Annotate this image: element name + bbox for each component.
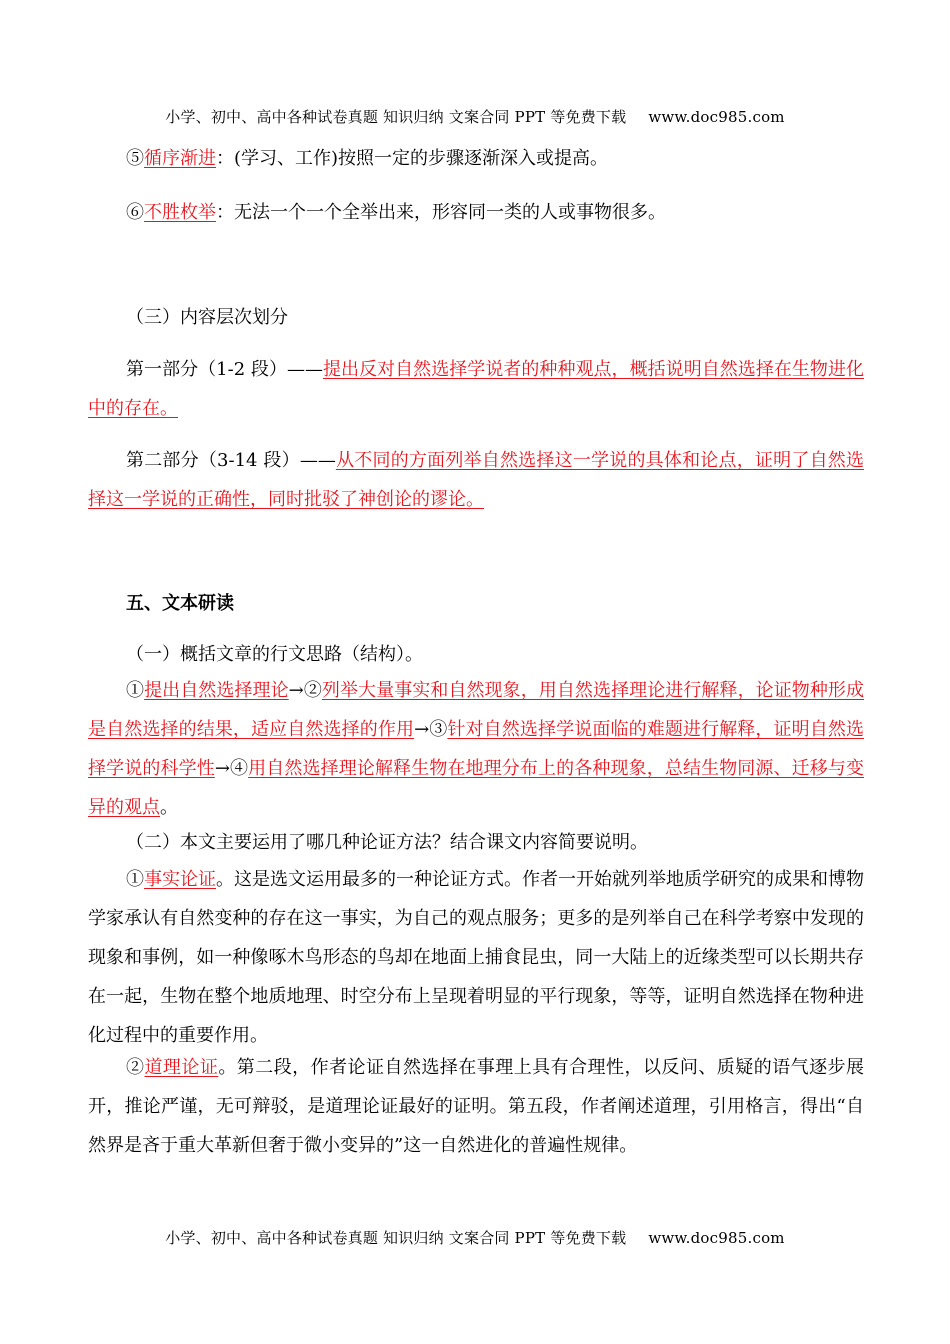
page-header — [0, 106, 950, 127]
question-1: （一）概括文章的行文思路（结构）。 — [126, 644, 423, 665]
term-number: ⑥ — [126, 202, 144, 223]
method-text: 。这是选文运用最多的一种论证方式。作者一开始就列举地质学研究的成果和博物学家承认有自然变种的存在这一事实，为自己的观点服务；更多的是列举自己在科学考察中发现的现象和事例，如一种像啄木鸟形态的鸟却在地面上捕食昆虫，同一大陆上的近缘类型可以长期共存在一起，生物在整个地质地理、时空分布上呈现着明显的平行现象，等等，证明自然选择在物种进化过程中的重要作用。 — [88, 869, 864, 1046]
flow-step: 提出自然选择理论 — [144, 680, 289, 701]
method-number: ① — [126, 869, 144, 890]
part2-text: 从不同的方面列举自然选择这一学说的具体和论点，证明了自然选择这一学说的正确性，同时批驳了神创论的谬论。 — [88, 450, 864, 510]
method-name: 道理论证 — [144, 1057, 219, 1078]
method-text: 。第二段，作者论证自然选择在事理上具有合理性，以反问、质疑的语气逐步展开，推论严谨，无可辩驳，是道理论证最好的证明。第五段，作者阐述道理，引用格言，得出“自然界是吝于重大革新但奢于微小变异的”这一自然进化的普遍性规律。 — [88, 1057, 865, 1156]
term-definition: ：无法一个一个全举出来，形容同一类的人或事物很多。 — [216, 202, 666, 223]
part1-text: 提出反对自然选择学说者的种种观点，概括说明自然选择在生物进化中的存在。 — [88, 359, 864, 419]
footer-text: 小学、初中、高中各种试卷真题 知识归纳 文案合同 PPT 等免费下载 — [165, 1229, 627, 1247]
flow-step: 针对自然选择学说面临的难题进行解释，证明自然选择学说的科学性 — [88, 719, 865, 779]
header-text: 小学、初中、高中各种试卷真题 知识归纳 文案合同 PPT 等免费下载 — [165, 108, 627, 126]
flow-number: →② — [288, 680, 322, 701]
term-item — [88, 193, 864, 232]
flow-number: →③ — [414, 719, 448, 740]
footer-site: www.doc985.com — [648, 1229, 785, 1247]
flow-number: ① — [126, 680, 145, 701]
page-footer — [0, 1227, 950, 1248]
flow-step: 列举大量事实和自然现象，用自然选择理论进行解释，论证物种形成是自然选择的结果，适应自然选择的作用 — [88, 680, 865, 740]
question-2: （二）本文主要运用了哪几种论证方法？结合课文内容简要说明。 — [126, 832, 648, 853]
term-definition: ：(学习、工作)按照一定的步骤逐渐深入或提高。 — [216, 148, 609, 169]
flow-paragraph — [88, 671, 864, 827]
part1-label: 第一部分（1-2 段）—— — [126, 359, 323, 380]
flow-step: 用自然选择理论解释生物在地理分布上的各种现象，总结生物同源、迁移与变异的观点 — [88, 758, 865, 818]
method-name: 事实论证 — [144, 869, 216, 890]
term-word: 循序渐进 — [144, 148, 216, 169]
section3-title: （三）内容层次划分 — [126, 307, 288, 328]
part1-paragraph — [88, 350, 864, 428]
term-word: 不胜枚举 — [144, 202, 216, 223]
flow-end: 。 — [160, 797, 178, 818]
section5-title: 五、文本研读 — [126, 593, 234, 614]
term-number: ⑤ — [126, 148, 144, 169]
part2-paragraph — [88, 441, 864, 519]
method-2-paragraph — [88, 1048, 864, 1165]
term-item — [88, 139, 864, 178]
header-site: www.doc985.com — [648, 108, 785, 126]
method-number: ② — [126, 1057, 145, 1078]
flow-number: →④ — [214, 758, 249, 779]
part2-label: 第二部分（3-14 段）—— — [126, 450, 336, 471]
method-1-paragraph — [88, 860, 864, 1055]
